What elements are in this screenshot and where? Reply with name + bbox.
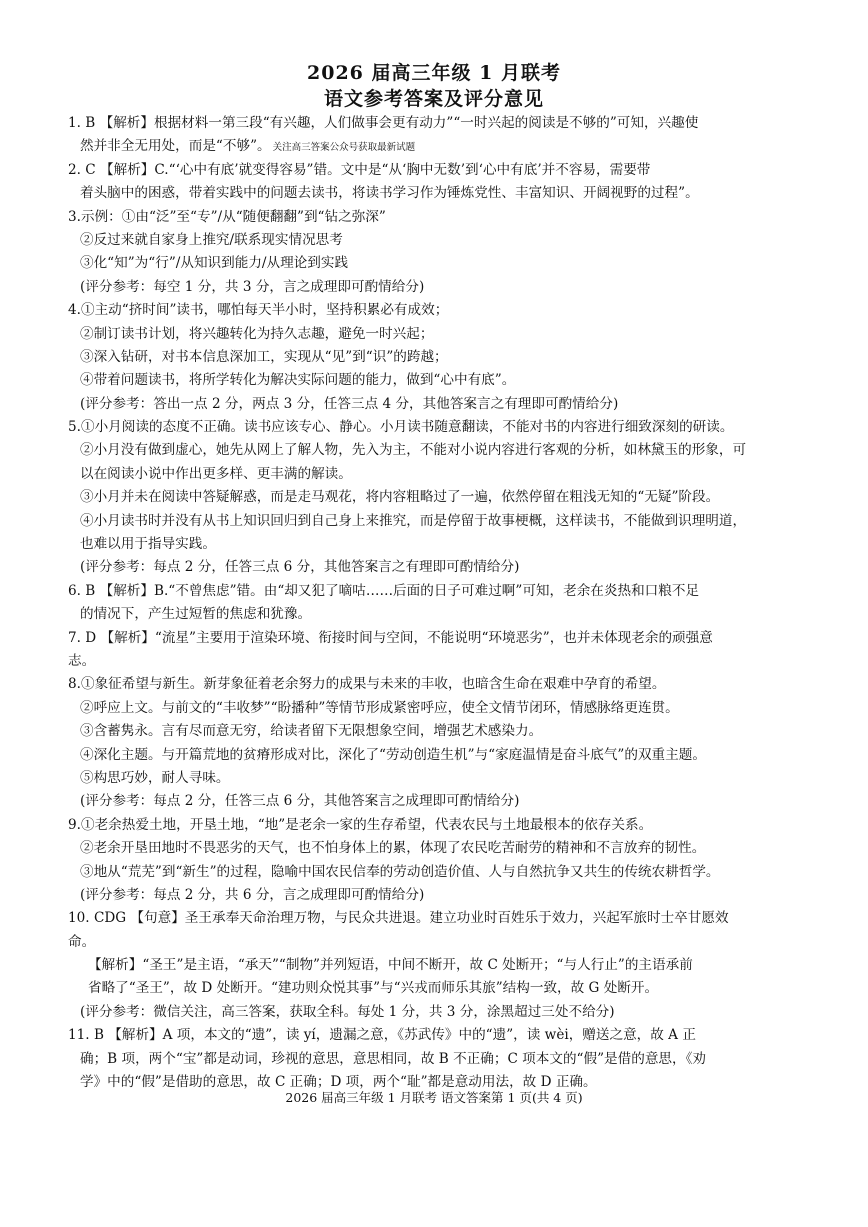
answer-line-text: 8.①象征希望与新生。新芽象征着老余努力的成果与未来的丰收，也暗含生命在艰难中孕育的希望。 [68,676,666,693]
answer-line-text: ③含蓄隽永。言有尽而意无穷，给读者留下无限想象空间，增强艺术感染力。 [80,723,543,740]
watermark-note: 关注高三答案公众号获取最新试题 [272,142,416,154]
answer-line [68,439,808,462]
answer-line-text: ⑤构思巧妙，耐人寻味。 [80,769,230,786]
answer-line [68,954,808,977]
answer-line-text: ②小月没有做到虚心，她先从网上了解人物，先入为主，不能对小说内容进行客观的分析，如林黛玉的形象，可 [80,442,747,459]
answer-line [68,159,808,182]
page-footer: 2026 届高三年级 1 月联考 语文答案第 1 页(共 4 页) [285,1090,583,1105]
answer-line [68,650,808,673]
answer-line-text: ②呼应上文。与前文的“丰收梦”“盼播种”等情节形成紧密呼应，使全文情节闭环，情感脉络更连贯。 [80,699,679,716]
answer-line [68,182,808,205]
answer-line-text: ③小月并未在阅读中答疑解惑，而是走马观花，将内容粗略过了一遍，依然停留在粗浅无知的“无疑”阶段。 [80,489,720,506]
answer-line [68,977,808,1000]
answer-line [68,907,808,930]
answer-line [68,861,808,884]
answer-line [68,533,808,556]
answer-line-text: 1. B 【解析】根据材料一第三段“有兴趣，人们做事会更有动力”“一时兴起的阅读是不够的”可知，兴趣使 [68,115,699,131]
answer-line-text: (评分参考：每点 2 分，任答三点 6 分，其他答案言之成理即可酌情给分) [80,793,520,810]
answer-line [68,463,808,486]
answer-line-text: ④深化主题。与开篇荒地的贫瘠形成对比，深化了“劳动创造生机”与“家庭温情是奋斗底气”的双重主题。 [80,746,706,763]
answer-line-text: ③地从“荒芜”到“新生”的过程，隐喻中国农民信奉的劳动创造价值、人与自然抗争又共生的传统农耕哲学。 [80,863,720,880]
answer-line [68,931,808,954]
answer-line [68,627,808,650]
answer-line [68,673,808,696]
answer-line-text: 【解析】“圣王”是主语，“承天”“制物”并列短语，中间不断开，故 C 处断开；“与人行止”的主语承前 [88,957,693,974]
answer-line [68,884,808,907]
answer-line-text: 11. B 【解析】A 项，本文的“遗”，读 yí，遗漏之意，《苏武传》中的“遗”，读 wèi，赠送之意，故 A 正 [68,1027,696,1044]
answer-line-text: (评分参考：答出一点 2 分，两点 3 分，任答三点 4 分，其他答案言之有理即可酌情给分) [80,395,619,412]
answer-line-text: ②老余开垦田地时不畏恶劣的天气，也不怕身体上的累，体现了农民吃苦耐劳的精神和不言放弃的韧性。 [80,840,706,857]
answer-line [68,1001,808,1024]
answer-line-text: 也难以用于指导实践。 [80,536,216,553]
answer-line-text: ④带着问题读书，将所学转化为解决实际问题的能力，做到“心中有底”。 [80,372,516,389]
answer-line [68,393,808,416]
answer-line [68,276,808,299]
answer-line-text: 然并非全无用处，而是“不够”。 [80,138,271,155]
answer-line-text: 5.①小月阅读的态度不正确。读书应该专心、静心。小月读书随意翻读，不能对书的内容进行细致深刻的研读。 [68,419,734,436]
answer-line-text: 确；B 项，两个“宝”都是动词，珍视的意思，意思相同，故 B 不正确；C 项本文的“假”是借的意思，《劝 [80,1050,707,1067]
answer-line-text: ④小月读书时并没有从书上知识回归到自己身上来推究，而是停留于故事梗概，这样读书，不能做到识理明道， [80,512,747,529]
answer-line [68,416,808,439]
answer-line [68,744,808,767]
answer-line-text: ②反过来就自家身上推究/联系现实情况思考 [80,231,343,248]
answer-line-text: (评分参考：每点 2 分，共 6 分，言之成理即可酌情给分) [80,886,425,903]
answer-line-text: ③化“知”为“行”/从知识到能力/从理论到实践 [80,255,349,272]
answer-line [68,837,808,860]
answer-line [68,299,808,322]
answer-line-text: ③深入钻研，对书本信息深加工，实现从“见”到“识”的跨越； [80,348,448,365]
answer-line [68,229,808,252]
answer-line [68,814,808,837]
answer-line-text: (评分参考：微信关注，高三答案，获取全科。每处 1 分，共 3 分，涂黑超过三处不给分) [80,1003,615,1020]
answer-line-text: 7. D 【解析】“流星”主要用于渲染环境、衔接时间与空间，不能说明“环境恶劣”，也并未体现老余的顽强意 [68,629,713,646]
answer-line-text: 以在阅读小说中作出更多样、更丰满的解读。 [80,465,352,482]
answer-line-text: 省略了“圣王”，故 D 处断开。“建功则众悦其事”与“兴戎而师乐其旅”结构一致，故 G 处断开。 [88,980,659,997]
answer-line-text: ②制订读书计划，将兴趣转化为持久志趣，避免一时兴起； [80,325,434,342]
answer-line [68,603,808,626]
answer-line [68,697,808,720]
answer-line-text: 学》中的“假”是借助的意思，故 C 正确；D 项，两个“耻”都是意动用法，故 D 正确。 [80,1074,597,1091]
answer-line-text: 10. CDG 【句意】圣王承奉天命治理万物，与民众共进退。建立功业时百姓乐于效力，兴起军旅时士卒甘愿效 [68,910,729,927]
answer-line [68,510,808,533]
answer-line [68,790,808,813]
answer-body [68,112,808,1094]
answer-line-text: 着头脑中的困惑，带着实践中的问题去读书，将读书学习作为锤炼党性、丰富知识、开阔视野的过程”。 [80,185,699,202]
answer-line [68,369,808,392]
document-subtitle: 语文参考答案及评分意见 [323,88,544,110]
answer-line [68,346,808,369]
answer-line-text: 6. B 【解析】B.“不曾焦虑”错。由“却又犯了嘀咕……后面的日子可难过啊”可知，老余在炎热和口粮不足 [68,582,700,599]
answer-line-text: 2. C 【解析】C.“‘心中有底’就变得容易”错。文中是“从‘胸中无数’到‘心中有底’并不容易，需要带 [68,161,651,178]
answer-line [68,1048,808,1071]
answer-line [68,206,808,229]
exam-title: 2026 届高三年级 1 月联考 [307,62,561,84]
answer-line [68,580,808,603]
answer-line [68,135,808,158]
answer-line-text: (评分参考：每空 1 分，共 3 分，言之成理即可酌情给分) [80,278,425,295]
answer-line [68,486,808,509]
answer-line [68,252,808,275]
answer-line [68,1024,808,1047]
answer-line-text: 志。 [68,652,96,669]
answer-line [68,556,808,579]
answer-line-text: 命。 [68,933,96,950]
answer-line [68,767,808,790]
answer-line [68,323,808,346]
answer-line-text: (评分参考：每点 2 分，任答三点 6 分，其他答案言之有理即可酌情给分) [80,559,520,576]
answer-line-text: 的情况下，产生过短暂的焦虑和犹豫。 [80,606,312,623]
answer-line [68,720,808,743]
answer-line-text: 3.示例：①由“泛”至“专”/从“随便翻翻”到“钻之弥深” [68,208,386,225]
answer-line-text: 9.①老余热爱土地，开垦土地，“地”是老余一家的生存希望，代表农民与土地最根本的依存关系。 [68,816,653,833]
answer-line-text: 4.①主动“挤时间”读书，哪怕每天半小时，坚持积累必有成效； [68,302,449,319]
answer-line [68,112,808,135]
